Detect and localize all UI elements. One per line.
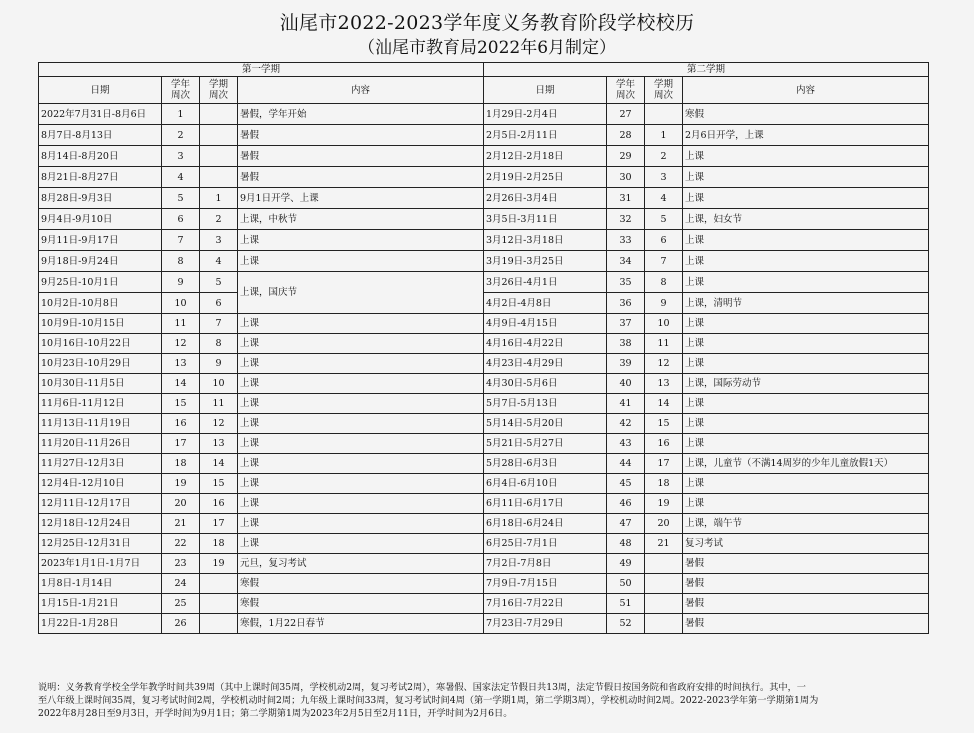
sem2-date-cell: 5月21日-5月27日 [484,434,607,454]
sem2-semester-week-cell: 10 [645,314,683,334]
sem1-date-cell: 10月16日-10月22日 [39,334,162,354]
sem2-semester-week-cell: 2 [645,146,683,167]
sem1-date-cell: 8月21日-8月27日 [39,167,162,188]
sem2-school-week-cell: 51 [607,594,645,614]
sem1-school-week-cell: 19 [162,474,200,494]
sem1-semester-week-cell: 2 [200,209,238,230]
table-row [39,574,929,594]
sem2-school-week-cell: 30 [607,167,645,188]
sem1-semester-week-cell [200,594,238,614]
sem1-school-week-cell: 17 [162,434,200,454]
col-school-week-label-2: 周次 [170,90,190,101]
sem1-content-cell: 上课 [238,514,484,534]
sem1-content-cell: 上课，国庆节 [238,272,484,314]
sem1-date-cell: 9月11日-9月17日 [39,230,162,251]
sem1-date-cell: 8月14日-8月20日 [39,146,162,167]
sem1-semester-week-cell: 16 [200,494,238,514]
sem1-content-cell: 上课 [238,454,484,474]
note-line: 说明：义务教育学校全学年教学时间共39周（其中上课时间35周，学校机动2周，复习考试2周），寒暑假、国家法定节假日共13周，法定节假日按国务院和省政府安排的时间执行。其中，一 [38,682,806,693]
table-row [39,209,929,230]
sem1-content-cell: 暑假 [238,167,484,188]
sem1-date-cell: 12月18日-12月24日 [39,514,162,534]
sem2-semester-week-cell [645,554,683,574]
col-semester-week-label-1: 学期 [654,79,674,90]
sem2-semester-week-cell [645,104,683,125]
sem2-content-cell: 上课 [683,251,929,272]
sem2-school-week-cell: 39 [607,354,645,374]
sem1-content-cell: 暑假，学年开始 [238,104,484,125]
sem1-semester-week-cell [200,614,238,634]
sem1-date-cell: 2022年7月31日-8月6日 [39,104,162,125]
sem1-content-cell: 上课 [238,230,484,251]
sem2-date-cell: 2月26日-3月4日 [484,188,607,209]
sem1-semester-week-cell: 10 [200,374,238,394]
sem1-school-week-cell: 18 [162,454,200,474]
sem1-school-week-cell: 6 [162,209,200,230]
sem1-content-cell: 上课 [238,314,484,334]
sem2-date-cell: 3月26日-4月1日 [484,272,607,293]
sem1-semester-week-cell [200,574,238,594]
sem2-content-cell: 复习考试 [683,534,929,554]
sem1-content-cell: 寒假，1月22日春节 [238,614,484,634]
sem2-semester-week-cell: 4 [645,188,683,209]
sem1-date-cell: 12月4日-12月10日 [39,474,162,494]
sem2-date-cell: 1月29日-2月4日 [484,104,607,125]
sem1-semester-week-cell: 8 [200,334,238,354]
sem1-school-week-cell: 15 [162,394,200,414]
sem1-content-cell: 9月1日开学、上课 [238,188,484,209]
sem2-date-cell: 6月18日-6月24日 [484,514,607,534]
sem2-semester-week-cell: 17 [645,454,683,474]
table-row [39,454,929,474]
sem1-school-week-cell: 8 [162,251,200,272]
table-row [39,594,929,614]
sem1-date-cell: 10月2日-10月8日 [39,293,162,314]
sem2-school-week-cell: 46 [607,494,645,514]
sem2-content-cell: 暑假 [683,594,929,614]
table-row [39,414,929,434]
explanatory-note [38,681,938,720]
sem2-school-week-cell: 34 [607,251,645,272]
sem2-content-cell: 上课 [683,434,929,454]
sem1-content-cell: 上课 [238,474,484,494]
sem1-school-week-cell: 16 [162,414,200,434]
page-title: 汕尾市2022-2023学年度义务教育阶段学校校历 [279,12,695,34]
sem1-date-cell: 11月6日-11月12日 [39,394,162,414]
sem2-semester-week-cell [645,594,683,614]
sem2-content-cell: 上课 [683,474,929,494]
sem2-school-week-cell: 50 [607,574,645,594]
sem2-semester-week-cell: 20 [645,514,683,534]
sem1-school-week-cell: 26 [162,614,200,634]
sem2-content-cell: 上课，端午节 [683,514,929,534]
sem2-content-cell: 上课 [683,272,929,293]
note-line: 2022年8月28日至9月3日，开学时间为9月1日；第二学期第1周为2023年2月5日至2月11日，开学时间为2月6日。 [38,708,513,719]
table-row [39,554,929,574]
sem2-semester-week-cell: 1 [645,125,683,146]
sem2-semester-week-cell: 9 [645,293,683,314]
sem1-semester-week-cell: 13 [200,434,238,454]
sem2-date-cell: 3月19日-3月25日 [484,251,607,272]
table-row [39,272,929,293]
sem2-date-cell: 7月16日-7月22日 [484,594,607,614]
sem2-school-week-cell: 52 [607,614,645,634]
sem2-content-cell: 上课 [683,314,929,334]
sem1-semester-week-cell: 19 [200,554,238,574]
sem1-date-cell: 10月30日-11月5日 [39,374,162,394]
sem1-date-cell: 9月18日-9月24日 [39,251,162,272]
sem1-content-cell: 上课 [238,434,484,454]
sem2-date-cell: 2月12日-2月18日 [484,146,607,167]
sem2-content-cell: 暑假 [683,574,929,594]
calendar-body [39,104,929,634]
sem1-semester-week-cell: 9 [200,354,238,374]
sem2-school-week-cell: 28 [607,125,645,146]
sem1-date-cell: 10月9日-10月15日 [39,314,162,334]
sem1-semester-week-cell: 18 [200,534,238,554]
sem1-date-cell: 9月4日-9月10日 [39,209,162,230]
sem1-date-cell: 8月28日-9月3日 [39,188,162,209]
col-date-header: 日期 [39,77,162,104]
sem2-date-cell: 4月30日-5月6日 [484,374,607,394]
table-row [39,474,929,494]
sem1-content-cell: 上课 [238,251,484,272]
sem1-semester-week-cell: 3 [200,230,238,251]
table-row [39,104,929,125]
sem2-school-week-cell: 36 [607,293,645,314]
sem1-content-cell: 寒假 [238,574,484,594]
sem1-school-week-cell: 3 [162,146,200,167]
table-row [39,314,929,334]
sem2-content-cell: 上课 [683,414,929,434]
sem2-content-cell: 暑假 [683,614,929,634]
sem2-semester-week-cell: 15 [645,414,683,434]
sem2-date-cell: 2月19日-2月25日 [484,167,607,188]
col-school-week-header [607,77,645,104]
sem1-content-cell: 上课 [238,534,484,554]
table-row [39,230,929,251]
col-semester-week-label-2: 周次 [654,90,674,101]
sem2-date-cell: 6月4日-6月10日 [484,474,607,494]
sem2-date-cell: 4月23日-4月29日 [484,354,607,374]
sem2-content-cell: 上课 [683,394,929,414]
sem2-semester-week-cell: 19 [645,494,683,514]
sem2-content-cell: 上课 [683,188,929,209]
col-semester-week-header [200,77,238,104]
sem2-content-cell: 上课 [683,230,929,251]
sem2-semester-week-cell: 6 [645,230,683,251]
col-content-header: 内容 [238,77,484,104]
sem2-semester-week-cell: 16 [645,434,683,454]
sem1-date-cell: 10月23日-10月29日 [39,354,162,374]
sem1-content-cell: 上课 [238,414,484,434]
sem1-semester-week-cell: 1 [200,188,238,209]
sem1-school-week-cell: 13 [162,354,200,374]
sem1-date-cell: 11月27日-12月3日 [39,454,162,474]
table-row [39,394,929,414]
sem1-semester-week-cell: 6 [200,293,238,314]
sem1-semester-week-cell [200,146,238,167]
sem1-semester-week-cell [200,167,238,188]
sem1-date-cell: 12月25日-12月31日 [39,534,162,554]
sem2-semester-week-cell: 3 [645,167,683,188]
table-row [39,434,929,454]
col-date-header: 日期 [484,77,607,104]
sem2-school-week-cell: 40 [607,374,645,394]
sem1-date-cell: 1月8日-1月14日 [39,574,162,594]
col-school-week-label-1: 学年 [170,79,190,90]
col-semester-week-label-1: 学期 [208,79,228,90]
sem1-semester-week-cell [200,104,238,125]
sem2-date-cell: 7月23日-7月29日 [484,614,607,634]
sem1-content-cell: 暑假 [238,125,484,146]
table-row [39,334,929,354]
sem1-school-week-cell: 20 [162,494,200,514]
sem1-content-cell: 上课 [238,394,484,414]
sem2-school-week-cell: 38 [607,334,645,354]
sem2-school-week-cell: 47 [607,514,645,534]
sem2-school-week-cell: 45 [607,474,645,494]
sem2-content-cell: 上课，清明节 [683,293,929,314]
sem1-date-cell: 2023年1月1日-1月7日 [39,554,162,574]
semester2-header: 第二学期 [484,63,929,77]
sem1-school-week-cell: 12 [162,334,200,354]
sem1-content-cell: 暑假 [238,146,484,167]
sem1-school-week-cell: 23 [162,554,200,574]
sem2-date-cell: 6月11日-6月17日 [484,494,607,514]
sem1-date-cell: 9月25日-10月1日 [39,272,162,293]
table-row [39,188,929,209]
sem2-content-cell: 寒假 [683,104,929,125]
sem1-school-week-cell: 22 [162,534,200,554]
sem1-content-cell: 上课，中秋节 [238,209,484,230]
sem2-content-cell: 上课 [683,334,929,354]
sem1-content-cell: 上课 [238,374,484,394]
sem1-semester-week-cell [200,125,238,146]
sem2-semester-week-cell: 7 [645,251,683,272]
sem1-school-week-cell: 14 [162,374,200,394]
col-school-week-label-1: 学年 [616,79,636,90]
sem2-school-week-cell: 43 [607,434,645,454]
sem2-date-cell: 7月2日-7月8日 [484,554,607,574]
sem2-date-cell: 6月25日-7月1日 [484,534,607,554]
col-content-header: 内容 [683,77,929,104]
sem2-school-week-cell: 35 [607,272,645,293]
col-school-week-header [162,77,200,104]
sem2-school-week-cell: 37 [607,314,645,334]
sem1-school-week-cell: 21 [162,514,200,534]
sem1-school-week-cell: 4 [162,167,200,188]
sem2-date-cell: 2月5日-2月11日 [484,125,607,146]
sem2-school-week-cell: 48 [607,534,645,554]
sem1-content-cell: 上课 [238,334,484,354]
page-subtitle: （汕尾市教育局2022年6月制定） [357,38,617,58]
sem2-content-cell: 上课 [683,146,929,167]
sem1-semester-week-cell: 14 [200,454,238,474]
sem1-semester-week-cell: 15 [200,474,238,494]
sem2-content-cell: 上课，儿童节（不满14周岁的少年儿童放假1天） [683,454,929,474]
table-row [39,534,929,554]
sem2-date-cell: 5月7日-5月13日 [484,394,607,414]
sem1-school-week-cell: 1 [162,104,200,125]
sem1-date-cell: 1月22日-1月28日 [39,614,162,634]
sem2-semester-week-cell: 14 [645,394,683,414]
col-semester-week-header [645,77,683,104]
sem2-semester-week-cell: 18 [645,474,683,494]
sem1-school-week-cell: 7 [162,230,200,251]
sem1-school-week-cell: 24 [162,574,200,594]
sem1-semester-week-cell: 5 [200,272,238,293]
school-calendar-table [38,62,929,634]
sem2-school-week-cell: 31 [607,188,645,209]
sem1-content-cell: 寒假 [238,594,484,614]
table-row [39,146,929,167]
sem2-school-week-cell: 41 [607,394,645,414]
table-row [39,354,929,374]
table-row [39,293,929,314]
sem2-school-week-cell: 44 [607,454,645,474]
sem1-date-cell: 1月15日-1月21日 [39,594,162,614]
sem2-semester-week-cell: 12 [645,354,683,374]
sem2-content-cell: 上课，国际劳动节 [683,374,929,394]
sem2-content-cell: 2月6日开学，上课 [683,125,929,146]
sem2-semester-week-cell [645,614,683,634]
sem2-date-cell: 4月9日-4月15日 [484,314,607,334]
sem2-semester-week-cell: 21 [645,534,683,554]
col-semester-week-label-2: 周次 [208,90,228,101]
sem1-semester-week-cell: 12 [200,414,238,434]
sem1-date-cell: 12月11日-12月17日 [39,494,162,514]
sem1-semester-week-cell: 4 [200,251,238,272]
sem2-date-cell: 3月5日-3月11日 [484,209,607,230]
sem2-content-cell: 暑假 [683,554,929,574]
sem2-semester-week-cell [645,574,683,594]
sem2-school-week-cell: 49 [607,554,645,574]
sem1-school-week-cell: 25 [162,594,200,614]
sem2-date-cell: 5月14日-5月20日 [484,414,607,434]
semester1-header: 第一学期 [39,63,484,77]
sem2-date-cell: 4月16日-4月22日 [484,334,607,354]
sem2-semester-week-cell: 5 [645,209,683,230]
sem2-content-cell: 上课，妇女节 [683,209,929,230]
sem1-date-cell: 11月13日-11月19日 [39,414,162,434]
table-row [39,614,929,634]
table-row [39,167,929,188]
sem1-school-week-cell: 9 [162,272,200,293]
sem2-content-cell: 上课 [683,354,929,374]
sem2-date-cell: 4月2日-4月8日 [484,293,607,314]
table-row [39,125,929,146]
sem1-date-cell: 8月7日-8月13日 [39,125,162,146]
sem1-content-cell: 上课 [238,494,484,514]
table-row [39,251,929,272]
sem1-school-week-cell: 2 [162,125,200,146]
sem2-school-week-cell: 27 [607,104,645,125]
sem2-semester-week-cell: 11 [645,334,683,354]
sem2-date-cell: 7月9日-7月15日 [484,574,607,594]
note-line: 至八年级上课时间35周，复习考试时间2周，学校机动时间2周；九年级上课时间33周，复习考试时间4周（第一学期1周，第二学期3周），学校机动时间2周。2022-2023学年第一学期第1周为 [38,695,819,706]
sem2-date-cell: 5月28日-6月3日 [484,454,607,474]
sem2-semester-week-cell: 13 [645,374,683,394]
sem2-school-week-cell: 42 [607,414,645,434]
sem1-school-week-cell: 10 [162,293,200,314]
sem1-content-cell: 元旦，复习考试 [238,554,484,574]
sem1-content-cell: 上课 [238,354,484,374]
table-row [39,374,929,394]
col-school-week-label-2: 周次 [616,90,636,101]
sem2-content-cell: 上课 [683,494,929,514]
sem1-semester-week-cell: 7 [200,314,238,334]
sem1-school-week-cell: 11 [162,314,200,334]
sem1-date-cell: 11月20日-11月26日 [39,434,162,454]
sem2-school-week-cell: 29 [607,146,645,167]
sem1-semester-week-cell: 11 [200,394,238,414]
sem2-school-week-cell: 33 [607,230,645,251]
sem1-semester-week-cell: 17 [200,514,238,534]
table-row [39,514,929,534]
table-row [39,494,929,514]
sem2-content-cell: 上课 [683,167,929,188]
sem2-semester-week-cell: 8 [645,272,683,293]
sem2-date-cell: 3月12日-3月18日 [484,230,607,251]
sem2-school-week-cell: 32 [607,209,645,230]
sem1-school-week-cell: 5 [162,188,200,209]
